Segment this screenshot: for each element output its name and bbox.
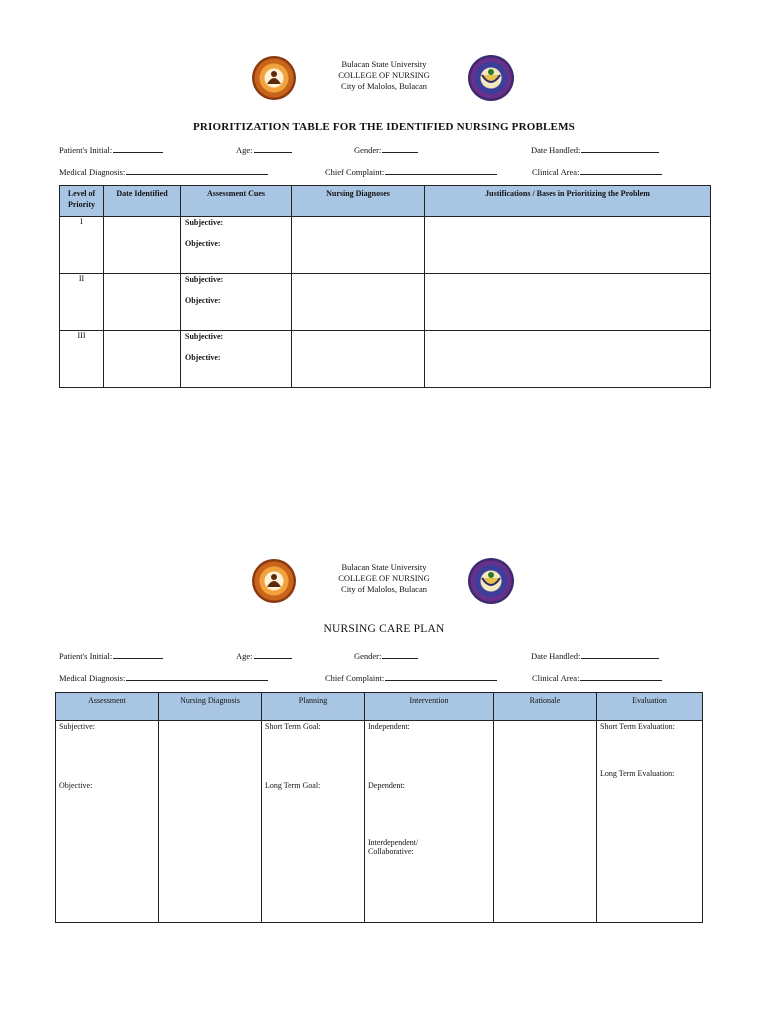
subjective-label: Subjective: (185, 218, 224, 227)
medical-diagnosis-field[interactable] (59, 166, 268, 177)
university-city: City of Malolos, Bulacan (341, 81, 427, 91)
medical-diagnosis-field[interactable] (59, 672, 268, 683)
planning-cell[interactable] (262, 721, 365, 923)
nursing-diagnoses-cell[interactable] (292, 331, 425, 388)
header-planning: Planning (262, 693, 365, 721)
justifications-cell[interactable] (425, 217, 711, 274)
assessment-cues-cell[interactable] (181, 331, 292, 388)
collaborative-label: Collaborative: (368, 847, 414, 856)
age-label: Age: (236, 651, 253, 661)
date-handled-field[interactable] (531, 144, 659, 155)
subjective-label: Subjective: (185, 275, 224, 284)
patient-initial-label: Patient's Initial: (59, 145, 113, 155)
subjective-label: Subjective: (185, 332, 224, 341)
date-identified-cell[interactable] (104, 274, 181, 331)
date-identified-cell[interactable] (104, 331, 181, 388)
interdependent-label: Interdependent/ (368, 838, 419, 847)
table-row (60, 331, 711, 388)
gender-field[interactable] (354, 650, 418, 661)
table-row (56, 721, 703, 923)
care-plan-table (55, 692, 703, 923)
university-header (300, 562, 468, 595)
gender-field[interactable] (354, 144, 418, 155)
date-handled-label: Date Handled: (531, 651, 581, 661)
college-of-nursing-seal-logo (468, 558, 514, 604)
college-name: COLLEGE OF NURSING (338, 573, 430, 583)
date-handled-label: Date Handled: (531, 145, 581, 155)
patient-initial-field[interactable] (59, 144, 163, 155)
care-plan-header-row (56, 693, 703, 721)
independent-label: Independent: (368, 722, 410, 731)
date-handled-field[interactable] (531, 650, 659, 661)
assessment-cell[interactable] (56, 721, 159, 923)
objective-label: Objective: (185, 353, 221, 362)
prioritization-title: PRIORITIZATION TABLE FOR THE IDENTIFIED NURSING PROBLEMS (192, 121, 575, 133)
priority-level-cell: I (60, 217, 104, 274)
clinical-area-label: Clinical Area: (532, 673, 580, 683)
table-row (60, 217, 711, 274)
subjective-label: Subjective: (59, 722, 95, 731)
gender-label: Gender: (354, 145, 382, 155)
table-row (60, 274, 711, 331)
objective-label: Objective: (59, 781, 93, 790)
assessment-cues-cell[interactable] (181, 274, 292, 331)
header-justifications: Justifications / Bases in Prioritizing the Problem (425, 186, 711, 217)
evaluation-cell[interactable] (597, 721, 703, 923)
age-field[interactable] (236, 144, 292, 155)
header-evaluation: Evaluation (597, 693, 703, 721)
university-name: Bulacan State University (341, 562, 427, 572)
header-date-identified: Date Identified (104, 186, 181, 217)
assessment-cues-cell[interactable] (181, 217, 292, 274)
gender-label: Gender: (354, 651, 382, 661)
chief-complaint-label: Chief Complaint: (325, 673, 385, 683)
header-intervention: Intervention (365, 693, 494, 721)
medical-diagnosis-label: Medical Diagnosis: (59, 167, 126, 177)
objective-label: Objective: (185, 296, 221, 305)
short-term-goal-label: Short Term Goal: (265, 722, 321, 731)
header-nursing-diagnoses: Nursing Diagnoses (292, 186, 425, 217)
header-assessment-cues: Assessment Cues (181, 186, 292, 217)
header-level-of-priority: Level of Priority (60, 186, 104, 217)
age-label: Age: (236, 145, 253, 155)
patient-initial-label: Patient's Initial: (59, 651, 113, 661)
dependent-label: Dependent: (368, 781, 405, 790)
priority-level-cell: III (60, 331, 104, 388)
date-identified-cell[interactable] (104, 217, 181, 274)
bulsu-seal-logo (252, 559, 296, 603)
rationale-cell[interactable] (494, 721, 597, 923)
long-term-evaluation-label: Long Term Evaluation: (600, 769, 675, 778)
intervention-cell[interactable] (365, 721, 494, 923)
university-name: Bulacan State University (341, 59, 427, 69)
nursing-diagnoses-cell[interactable] (292, 274, 425, 331)
bulsu-seal-logo (252, 56, 296, 100)
chief-complaint-label: Chief Complaint: (325, 167, 385, 177)
age-field[interactable] (236, 650, 292, 661)
chief-complaint-field[interactable] (325, 672, 497, 683)
nursing-diagnosis-cell[interactable] (159, 721, 262, 923)
prioritization-header-row (60, 186, 711, 217)
clinical-area-field[interactable] (532, 672, 662, 683)
clinical-area-field[interactable] (532, 166, 662, 177)
short-term-evaluation-label: Short Term Evaluation: (600, 722, 675, 731)
prioritization-table (59, 185, 711, 388)
justifications-cell[interactable] (425, 331, 711, 388)
nursing-diagnoses-cell[interactable] (292, 217, 425, 274)
college-of-nursing-seal-logo (468, 55, 514, 101)
clinical-area-label: Clinical Area: (532, 167, 580, 177)
header-assessment: Assessment (56, 693, 159, 721)
medical-diagnosis-label: Medical Diagnosis: (59, 673, 126, 683)
objective-label: Objective: (185, 239, 221, 248)
care-plan-title: NURSING CARE PLAN (323, 623, 445, 635)
justifications-cell[interactable] (425, 274, 711, 331)
header-nursing-diagnosis: Nursing Diagnosis (159, 693, 262, 721)
long-term-goal-label: Long Term Goal: (265, 781, 321, 790)
patient-initial-field[interactable] (59, 650, 163, 661)
college-name: COLLEGE OF NURSING (338, 70, 430, 80)
chief-complaint-field[interactable] (325, 166, 497, 177)
university-header (300, 59, 468, 92)
header-rationale: Rationale (494, 693, 597, 721)
priority-level-cell: II (60, 274, 104, 331)
university-city: City of Malolos, Bulacan (341, 584, 427, 594)
